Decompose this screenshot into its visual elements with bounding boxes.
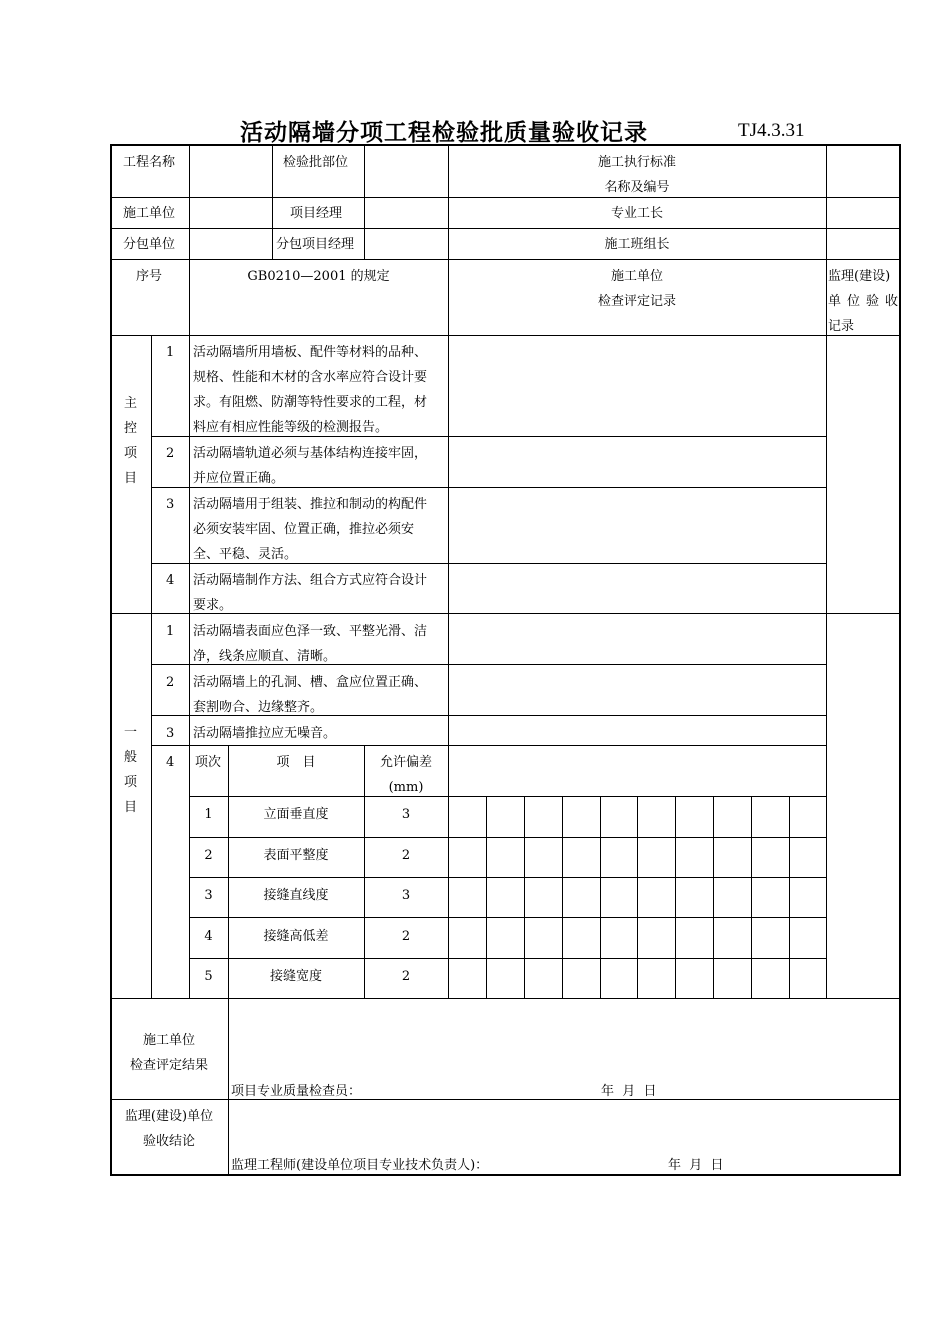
deviation-head-allow-2: (mm) xyxy=(388,780,424,795)
general-item-record-field[interactable] xyxy=(449,665,826,715)
main-item-text: 必须安装牢固、位置正确，推拉必须安 xyxy=(193,522,415,537)
main-item-record-field[interactable] xyxy=(449,488,826,563)
main-item-record-field[interactable] xyxy=(449,336,826,436)
team-leader-label: 施工班组长 xyxy=(604,237,670,252)
deviation-allow: 2 xyxy=(401,969,411,984)
general-item-no: 1 xyxy=(166,624,175,639)
general-item-text: 活动隔墙上的孔洞、槽、盒应位置正确、 xyxy=(193,675,428,690)
general-item-no: 3 xyxy=(166,726,175,741)
conclusion-label-2: 验收结论 xyxy=(142,1134,195,1149)
main-item-text: 求。有阻燃、防潮等特性要求的工程，材 xyxy=(193,395,428,410)
project-name-field[interactable] xyxy=(190,145,272,197)
deviation-head-item: 项 目 xyxy=(276,755,316,770)
deviation-name: 立面垂直度 xyxy=(263,807,329,822)
supervision-header-2: 单 位 验 收 xyxy=(828,294,898,309)
main-items-label-0: 主 xyxy=(124,396,138,411)
deviation-allow: 2 xyxy=(401,848,411,863)
general-items-label-0: 一 xyxy=(124,725,138,740)
deviation-name: 接缝高低差 xyxy=(263,929,329,944)
deviation-head-index: 项次 xyxy=(195,755,222,770)
main-item-text: 活动隔墙轨道必须与基体结构连接牢固， xyxy=(193,446,428,461)
deviation-allow: 3 xyxy=(401,807,411,822)
sub-project-manager-field[interactable] xyxy=(365,229,448,259)
inspector-label: 项目专业质量检查员： xyxy=(231,1084,362,1099)
check-record-header-1: 施工单位 xyxy=(610,269,663,284)
batch-location-label: 检验批部位 xyxy=(283,155,349,170)
foreman-field[interactable] xyxy=(827,198,900,228)
deviation-measure-cells[interactable] xyxy=(449,797,826,998)
main-item-record-field[interactable] xyxy=(449,437,826,487)
main-item-no: 3 xyxy=(166,497,175,512)
deviation-item-no: 4 xyxy=(166,755,175,770)
general-item-record-field[interactable] xyxy=(449,716,826,745)
general-item-text: 活动隔墙推拉应无噪音。 xyxy=(193,726,337,741)
deviation-index: 3 xyxy=(204,888,213,903)
main-supervision-field[interactable] xyxy=(827,336,900,613)
main-item-text: 规格、性能和木材的含水率应符合设计要 xyxy=(193,370,428,385)
deviation-name: 接缝宽度 xyxy=(269,969,322,984)
conclusion-date: 年 月 日 xyxy=(668,1158,724,1173)
sub-project-manager-label: 分包项目经理 xyxy=(276,237,355,252)
conclusion-field[interactable] xyxy=(229,1100,900,1174)
general-items-label-3: 目 xyxy=(124,800,138,815)
deviation-head-allow-1: 允许偏差 xyxy=(379,755,432,770)
result-label-2: 检查评定结果 xyxy=(129,1058,208,1073)
main-item-no: 2 xyxy=(166,446,175,461)
seq-header: 序号 xyxy=(136,269,163,284)
general-item-text: 活动隔墙表面应色泽一致、平整光滑、洁 xyxy=(193,624,428,639)
check-record-header-2: 检查评定记录 xyxy=(597,294,676,309)
result-label-1: 施工单位 xyxy=(142,1033,195,1048)
construction-unit-field[interactable] xyxy=(190,198,272,228)
page-title: 活动隔墙分项工程检验批质量验收记录 xyxy=(240,119,648,146)
general-items-label-1: 般 xyxy=(124,750,138,765)
general-item-text: 净，线条应顺直、清晰。 xyxy=(193,649,337,664)
main-items-label-3: 目 xyxy=(124,471,138,486)
main-item-no: 1 xyxy=(166,345,175,360)
main-item-text: 并应位置正确。 xyxy=(193,471,285,486)
main-item-text: 全、平稳、灵活。 xyxy=(193,547,298,562)
team-leader-field[interactable] xyxy=(827,229,900,259)
standard-field[interactable] xyxy=(827,145,900,197)
deviation-index: 1 xyxy=(204,807,213,822)
form-code: TJ4.3.31 xyxy=(738,120,805,141)
supervision-header-1: 监理(建设) xyxy=(828,269,891,284)
deviation-index: 4 xyxy=(204,929,213,944)
engineer-label: 监理工程师(建设单位项目专业技术负责人)： xyxy=(231,1158,489,1173)
conclusion-label-1: 监理(建设)单位 xyxy=(124,1109,214,1124)
result-field[interactable] xyxy=(229,999,900,1099)
deviation-name: 接缝直线度 xyxy=(263,888,329,903)
main-item-record-field[interactable] xyxy=(449,564,826,613)
general-item-no: 2 xyxy=(166,675,175,690)
main-item-text: 活动隔墙用于组装、推拉和制动的构配件 xyxy=(193,497,428,512)
foreman-label: 专业工长 xyxy=(610,206,663,221)
project-manager-label: 项目经理 xyxy=(290,206,343,221)
subcontractor-field[interactable] xyxy=(190,229,272,259)
batch-location-field[interactable] xyxy=(365,145,448,197)
standard-label-line2: 名称及编号 xyxy=(604,180,670,195)
construction-unit-label: 施工单位 xyxy=(123,206,176,221)
main-item-text: 活动隔墙制作方法、组合方式应符合设计 xyxy=(193,573,428,588)
main-item-text: 要求。 xyxy=(193,598,233,613)
main-items-label-2: 项 xyxy=(124,446,138,461)
main-item-no: 4 xyxy=(166,573,175,588)
main-item-text: 活动隔墙所用墙板、配件等材料的品种、 xyxy=(193,345,428,360)
main-item-text: 料应有相应性能等级的检测报告。 xyxy=(193,420,389,435)
deviation-name: 表面平整度 xyxy=(263,848,329,863)
deviation-allow: 2 xyxy=(401,929,411,944)
subcontractor-label: 分包单位 xyxy=(123,237,176,252)
general-items-label-2: 项 xyxy=(124,775,138,790)
result-date: 年 月 日 xyxy=(601,1084,657,1099)
general-item-text: 套割吻合、边缘整齐。 xyxy=(193,700,324,715)
project-manager-field[interactable] xyxy=(365,198,448,228)
deviation-index: 2 xyxy=(204,848,213,863)
main-items-label-1: 控 xyxy=(124,421,138,436)
general-item-record-field[interactable] xyxy=(449,614,826,664)
deviation-allow: 3 xyxy=(401,888,411,903)
standard-label-line1: 施工执行标准 xyxy=(597,155,676,170)
general-supervision-field[interactable] xyxy=(827,614,900,998)
regulation-header: GB0210—2001 的规定 xyxy=(247,269,390,284)
project-name-label: 工程名称 xyxy=(123,155,176,170)
deviation-index: 5 xyxy=(204,969,213,984)
supervision-header-3: 记录 xyxy=(828,319,855,334)
